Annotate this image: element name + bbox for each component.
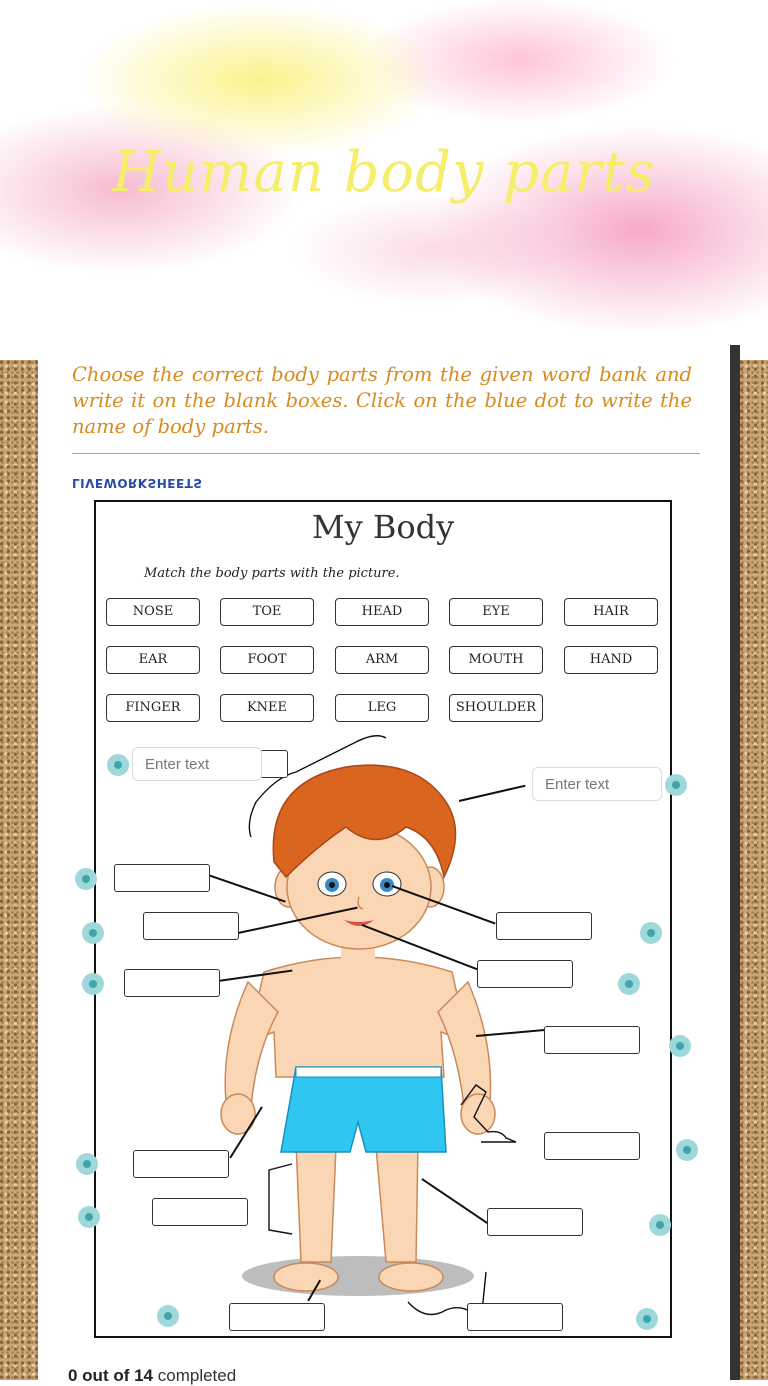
answer-blank xyxy=(229,1303,325,1331)
answer-dot[interactable] xyxy=(649,1214,671,1236)
word-bank-item: NOSE xyxy=(106,598,200,626)
answer-blank xyxy=(544,1026,640,1054)
liveworksheets-logo: LIVEWORKSHEETS xyxy=(72,476,203,490)
answer-input[interactable] xyxy=(532,767,662,801)
word-bank-item: ARM xyxy=(335,646,429,674)
word-bank-item: MOUTH xyxy=(449,646,543,674)
word-bank-item: EYE xyxy=(449,598,543,626)
answer-blank xyxy=(114,864,210,892)
answer-blank xyxy=(260,750,288,778)
answer-blank xyxy=(124,969,220,997)
sheet-subtitle: Match the body parts with the picture. xyxy=(144,566,400,581)
answer-blank xyxy=(477,960,573,988)
page-title: Human body parts xyxy=(112,140,656,205)
shorts xyxy=(281,1067,446,1152)
answer-blank xyxy=(133,1150,229,1178)
cork-background-right xyxy=(740,360,768,1380)
answer-blank xyxy=(496,912,592,940)
progress-label: completed xyxy=(157,1366,237,1385)
right-hand xyxy=(461,1094,495,1134)
answer-dot[interactable] xyxy=(75,868,97,890)
progress-count: 0 out of 14 xyxy=(68,1366,154,1385)
torso xyxy=(248,957,468,1077)
waistband xyxy=(296,1067,441,1077)
worksheet-image xyxy=(94,500,672,1338)
word-bank-item: LEG xyxy=(335,694,429,722)
answer-dot[interactable] xyxy=(82,922,104,944)
word-bank-item: TOE xyxy=(220,598,314,626)
answer-blank xyxy=(467,1303,563,1331)
left-foot xyxy=(274,1263,338,1291)
right-leg xyxy=(376,1142,418,1262)
answer-blank xyxy=(143,912,239,940)
right-foot xyxy=(379,1263,443,1291)
answer-input[interactable] xyxy=(132,747,262,781)
answer-dot[interactable] xyxy=(78,1206,100,1228)
sheet-title: My Body xyxy=(311,508,455,546)
left-hand xyxy=(221,1094,255,1134)
answer-dot[interactable] xyxy=(669,1035,691,1057)
cork-background-left xyxy=(0,360,38,1380)
word-bank-item: SHOULDER xyxy=(449,694,543,722)
answer-dot[interactable] xyxy=(76,1153,98,1175)
word-bank-item: FOOT xyxy=(220,646,314,674)
word-bank-item: EAR xyxy=(106,646,200,674)
answer-dot[interactable] xyxy=(82,973,104,995)
word-bank-item: HAIR xyxy=(564,598,658,626)
word-bank-item: KNEE xyxy=(220,694,314,722)
instructions-text: Choose the correct body parts from the given word bank and write it on the blank boxes. Click on the blue dot to write the name of body parts. xyxy=(72,363,692,438)
word-bank-item: HAND xyxy=(564,646,658,674)
word-bank-item: HEAD xyxy=(335,598,429,626)
answer-blank xyxy=(544,1132,640,1160)
answer-dot[interactable] xyxy=(107,754,129,776)
answer-dot[interactable] xyxy=(665,774,687,796)
answer-blank xyxy=(487,1208,583,1236)
answer-dot[interactable] xyxy=(157,1305,179,1327)
answer-dot[interactable] xyxy=(636,1308,658,1330)
progress-text xyxy=(68,1366,236,1386)
divider xyxy=(72,453,700,454)
header-banner xyxy=(0,0,768,345)
word-bank-item: FINGER xyxy=(106,694,200,722)
answer-dot[interactable] xyxy=(618,973,640,995)
answer-dot[interactable] xyxy=(640,922,662,944)
scroll-edge xyxy=(730,345,740,1380)
left-leg xyxy=(296,1142,336,1262)
answer-blank xyxy=(152,1198,248,1226)
answer-dot[interactable] xyxy=(676,1139,698,1161)
